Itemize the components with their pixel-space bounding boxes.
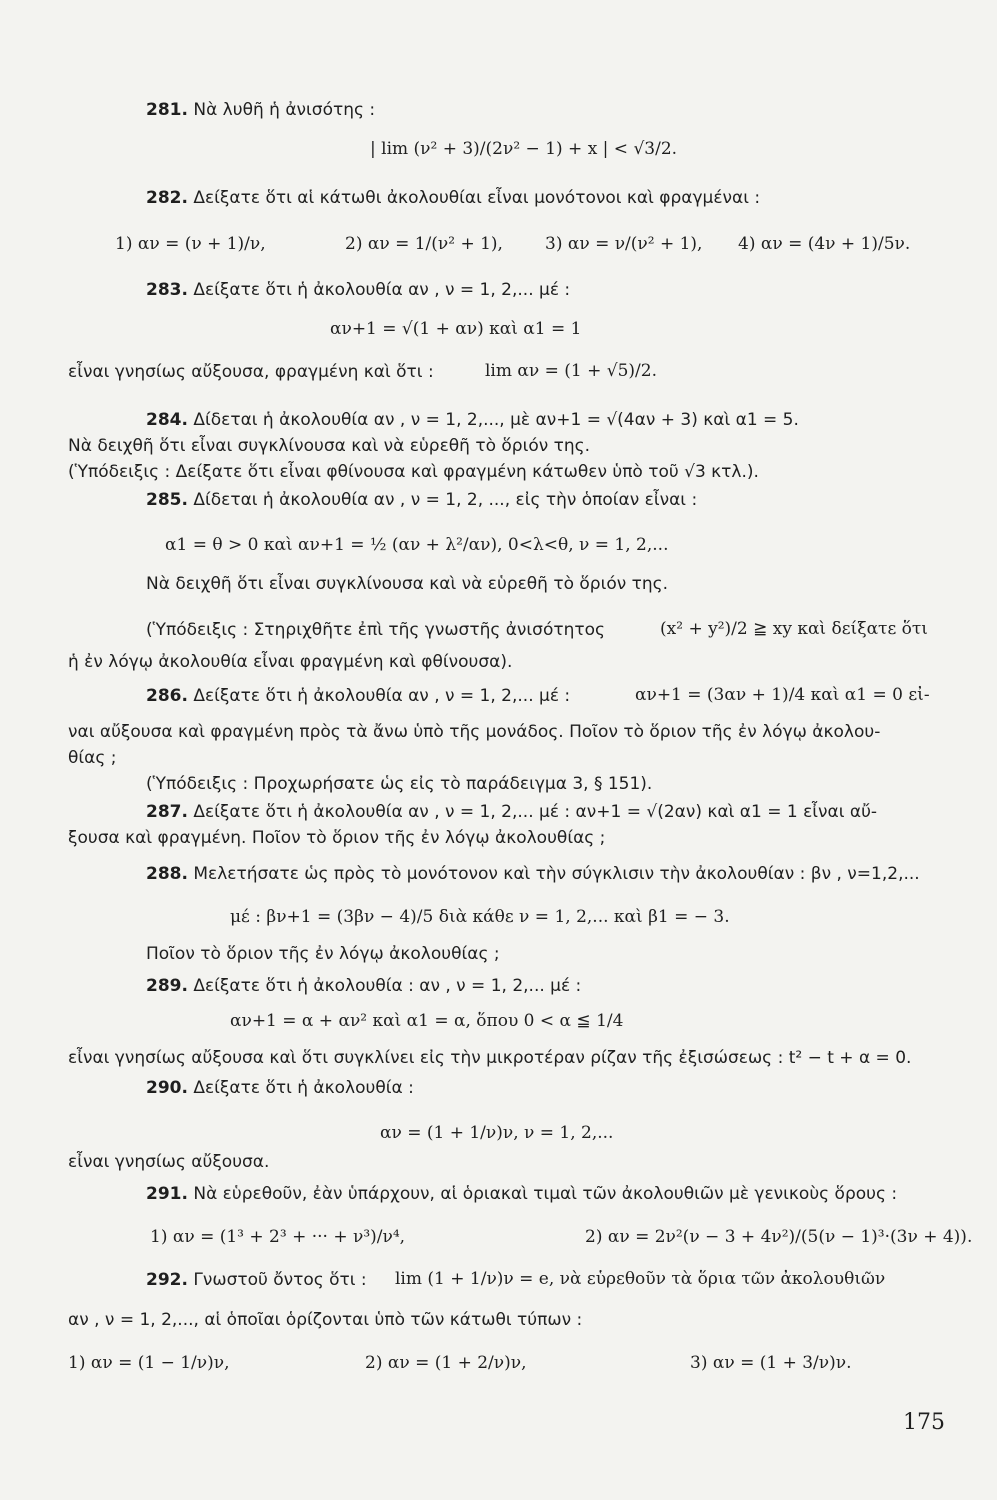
formula-291-2: 2) αν = 2ν²(ν − 3 + 4ν²)/(5(ν − 1)³·(3ν + 4)). <box>585 1227 973 1247</box>
exercise-284-hint <box>68 462 997 482</box>
exercise-284-line2 <box>68 436 997 456</box>
exercise-text: Δείξατε ὅτι ἡ ἀκολουθία αν , ν = 1, 2,... μέ : <box>193 280 571 300</box>
exercise-text: Νὰ λυθῆ ἡ ἀνισότης : <box>193 100 376 120</box>
exercise-number: 285. <box>146 490 188 510</box>
formula-282-4: 4) αν = (4ν + 1)/5ν. <box>738 234 911 254</box>
hint-text: ἡ ἐν λόγῳ ἀκολουθία εἶναι φραγμένη καὶ φθίνουσα). <box>68 652 513 672</box>
exercise-285-hint-end <box>68 652 997 672</box>
exercise-281 <box>146 100 997 120</box>
exercise-288 <box>146 864 997 884</box>
exercise-286-line3 <box>68 748 997 768</box>
exercise-text: Δείξατε ὅτι ἡ ἀκολουθία : αν , ν = 1, 2,... μέ : <box>193 976 582 996</box>
formula-285: α1 = θ > 0 καὶ αν+1 = ½ (αν + λ²/αν), 0<λ<θ, ν = 1, 2,... <box>165 535 669 555</box>
exercise-text: Νὰ δειχθῆ ὅτι εἶναι συγκλίνουσα καὶ νὰ εὑρεθῆ τὸ ὅριόν της. <box>68 436 591 456</box>
exercise-number: 291. <box>146 1184 188 1204</box>
exercise-number: 292. <box>146 1270 188 1290</box>
exercise-287-line2 <box>68 828 997 848</box>
exercise-text: Δείξατε ὅτι ἡ ἀκολουθία αν , ν = 1, 2,... μέ : <box>193 686 571 706</box>
exercise-text: Δίδεται ἡ ἀκολουθία αν , ν = 1, 2,..., μὲ αν+1 = √(4αν + 3) καὶ α1 = 5. <box>193 410 799 430</box>
exercise-number: 290. <box>146 1078 188 1098</box>
formula-282-1: 1) αν = (ν + 1)/ν, <box>115 234 266 254</box>
exercise-290 <box>146 1078 997 1098</box>
exercise-290-line2 <box>68 1152 997 1172</box>
exercise-number: 287. <box>146 802 188 822</box>
exercise-287 <box>146 802 997 822</box>
exercise-text: Δίδεται ἡ ἀκολουθία αν , ν = 1, 2, ..., εἰς τὴν ὁποίαν εἶναι : <box>193 490 698 510</box>
formula-281: | lim (ν² + 3)/(2ν² − 1) + x | < √3/2. <box>370 139 678 159</box>
exercise-number: 289. <box>146 976 188 996</box>
exercise-289 <box>146 976 997 996</box>
formula-282-2: 2) αν = 1/(ν² + 1), <box>345 234 503 254</box>
exercise-number: 284. <box>146 410 188 430</box>
exercise-text: εἶναι γνησίως αὔξουσα. <box>68 1152 270 1172</box>
exercise-285-line2 <box>146 574 997 594</box>
exercise-286-hint <box>146 774 997 794</box>
exercise-text: Γνωστοῦ ὄντος ὅτι : <box>193 1270 367 1290</box>
exercise-text: Μελετήσατε ὡς πρὸς τὸ μονότονον καὶ τὴν σύγκλισιν τὴν ἀκολουθίαν : βν , ν=1,2,... <box>193 864 920 884</box>
exercise-number: 282. <box>146 188 188 208</box>
exercise-285 <box>146 490 997 510</box>
exercise-text: εἶναι γνησίως αὔξουσα, φραγμένη καὶ ὅτι : <box>68 362 434 382</box>
formula-292-1: 1) αν = (1 − 1/ν)ν, <box>68 1353 230 1373</box>
formula-282-3: 3) αν = ν/(ν² + 1), <box>545 234 703 254</box>
exercise-text: Δείξατε ὅτι ἡ ἀκολουθία αν , ν = 1, 2,... μέ : αν+1 = √(2αν) καὶ α1 = 1 εἶναι αὔ- <box>193 802 878 822</box>
formula-292-3: 3) αν = (1 + 3/ν)ν. <box>690 1353 852 1373</box>
exercise-292-line2 <box>68 1310 997 1330</box>
formula-290: αν = (1 + 1/ν)ν, ν = 1, 2,... <box>380 1123 614 1143</box>
exercise-text: Νὰ δειχθῆ ὅτι εἶναι συγκλίνουσα καὶ νὰ εὑρεθῆ τὸ ὅριόν της. <box>146 574 669 594</box>
formula-291-1: 1) αν = (1³ + 2³ + ··· + ν³)/ν⁴, <box>150 1227 406 1247</box>
exercise-text: ξουσα καὶ φραγμένη. Ποῖον τὸ ὅριον τῆς ἐν λόγῳ ἀκολουθίας ; <box>68 828 606 848</box>
exercise-286-line2 <box>68 722 997 742</box>
page-number: 175 <box>903 1410 945 1435</box>
formula-289: αν+1 = α + αν² καὶ α1 = α, ὅπου 0 < α ≦ 1/4 <box>230 1011 624 1031</box>
exercise-text: εἶναι γνησίως αὔξουσα καὶ ὅτι συγκλίνει εἰς τὴν μικροτέραν ρίζαν τῆς ἐξισώσεως : t² − t + α = 0. <box>68 1048 912 1068</box>
hint-text: (Ὑπόδειξις : Δείξατε ὅτι εἶναι φθίνουσα καὶ φραγμένη κάτωθεν ὑπὸ τοῦ √3 κτλ.). <box>68 462 759 482</box>
exercise-text: Νὰ εὑρεθοῦν, ἐὰν ὑπάρχουν, αἱ ὁριακαὶ τιμαὶ τῶν ἀκολουθιῶν μὲ γενικοὺς ὅρους : <box>193 1184 898 1204</box>
exercise-text: Ποῖον τὸ ὅριον τῆς ἐν λόγῳ ἀκολουθίας ; <box>146 944 500 964</box>
exercise-288-line2 <box>146 944 997 964</box>
formula-288: μέ : βν+1 = (3βν − 4)/5 διὰ κάθε ν = 1, 2,... καὶ β1 = − 3. <box>230 907 730 927</box>
exercise-text: Δείξατε ὅτι ἡ ἀκολουθία : <box>193 1078 414 1098</box>
hint-text: (Ὑπόδειξις : Στηριχθῆτε ἐπὶ τῆς γνωστῆς ἀνισότητος <box>146 620 605 640</box>
exercise-284 <box>146 410 997 430</box>
exercise-text: θίας ; <box>68 748 117 768</box>
exercise-number: 286. <box>146 686 188 706</box>
formula-292-2: 2) αν = (1 + 2/ν)ν, <box>365 1353 527 1373</box>
exercise-289-line2 <box>68 1048 997 1068</box>
exercise-number: 288. <box>146 864 188 884</box>
exercise-291 <box>146 1184 997 1204</box>
exercise-text: ναι αὔξουσα καὶ φραγμένη πρὸς τὰ ἄνω ὑπὸ τῆς μονάδος. Ποῖον τὸ ὅριον τῆς ἐν λόγῳ ἀκολου- <box>68 722 881 742</box>
exercise-number: 281. <box>146 100 188 120</box>
formula-292: lim (1 + 1/ν)ν = e, νὰ εὑρεθοῦν τὰ ὅρια τῶν ἀκολουθιῶν <box>395 1269 886 1289</box>
exercise-text: Δείξατε ὅτι αἱ κάτωθι ἀκολουθίαι εἶναι μονότονοι καὶ φραγμέναι : <box>193 188 761 208</box>
hint-text: (Ὑπόδειξις : Προχωρήσατε ὡς εἰς τὸ παράδειγμα 3, § 151). <box>146 774 653 794</box>
exercise-number: 283. <box>146 280 188 300</box>
formula-286: αν+1 = (3αν + 1)/4 καὶ α1 = 0 εἰ- <box>635 685 930 705</box>
formula-285-hint: (x² + y²)/2 ≧ xy καὶ δείξατε ὅτι <box>660 619 928 639</box>
exercise-text: αν , ν = 1, 2,..., αἱ ὁποῖαι ὁρίζονται ὑπὸ τῶν κάτωθι τύπων : <box>68 1310 583 1330</box>
formula-283-limit: lim αν = (1 + √5)/2. <box>485 361 657 381</box>
formula-283: αν+1 = √(1 + αν) καὶ α1 = 1 <box>330 319 582 339</box>
exercise-283 <box>146 280 997 300</box>
exercise-282 <box>146 188 997 208</box>
